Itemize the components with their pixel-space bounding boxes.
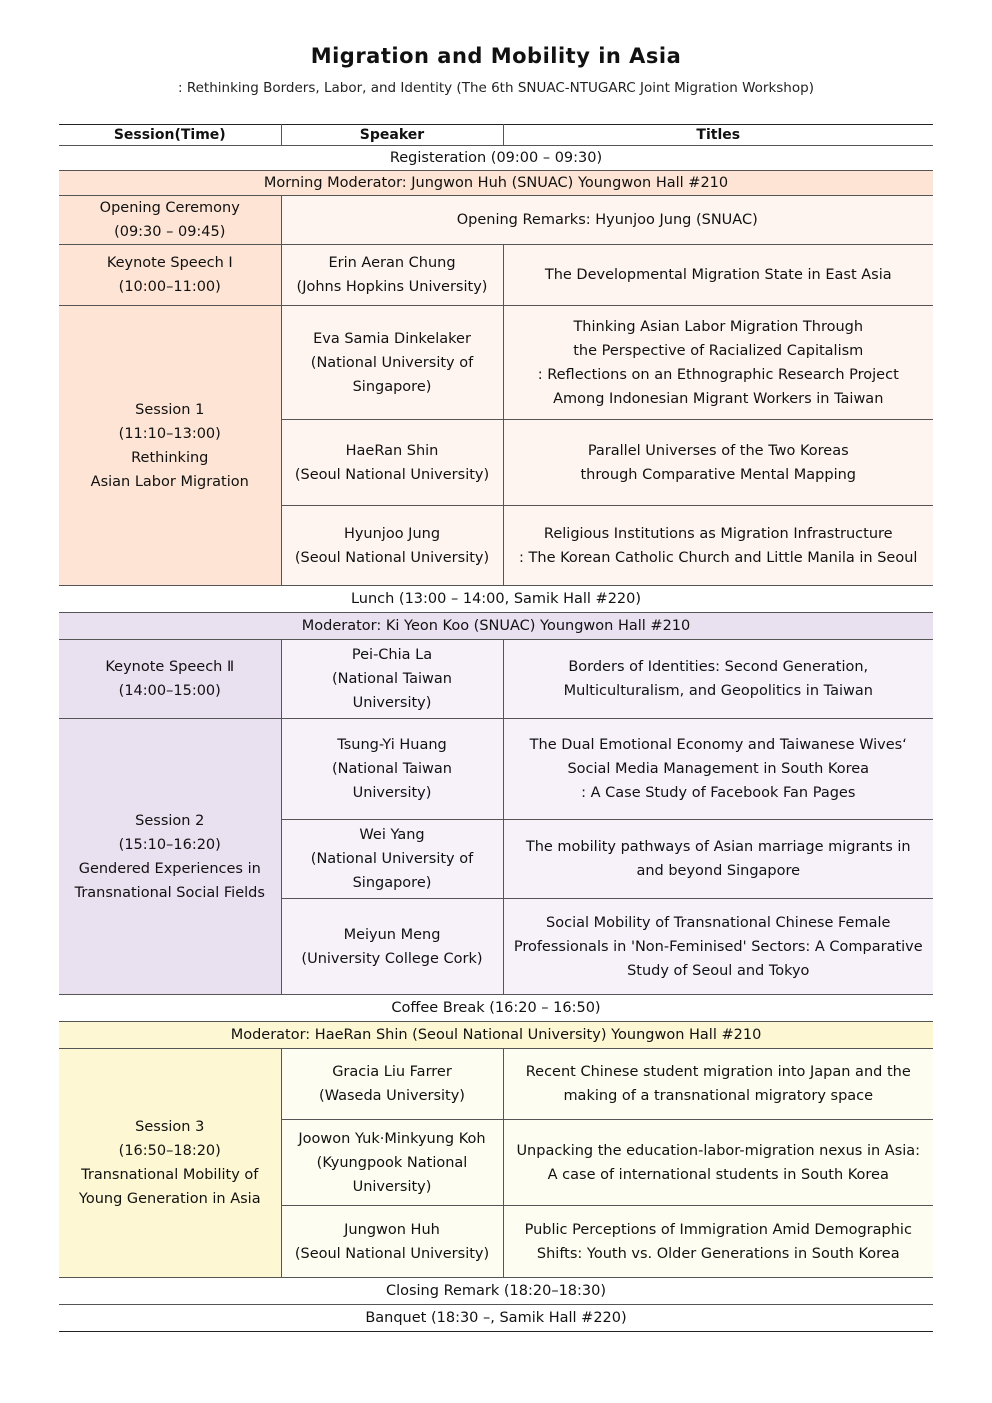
- keynote1-speaker-cell: [281, 245, 503, 306]
- opening-session-cell: [59, 196, 281, 245]
- session3-talk1-speaker: [281, 1049, 503, 1120]
- text-line: A case of international students in South Korea: [547, 1166, 889, 1183]
- text-line: Social Mobility of Transnational Chinese Female: [546, 914, 891, 931]
- text-line: the Perspective of Racialized Capitalism: [573, 342, 864, 359]
- session1-talk2-title: [503, 420, 933, 506]
- afternoon-moderator-row: Moderator: Ki Yeon Koo (SNUAC) Youngwon Hall #210: [59, 613, 933, 640]
- text-line: University): [352, 785, 432, 801]
- text-line: Singapore): [352, 875, 432, 891]
- text-line: (15:10–16:20): [118, 836, 221, 853]
- text-line: Rethinking: [131, 449, 209, 466]
- morning-moderator-row: Morning Moderator: Jungwon Huh (SNUAC) Youngwon Hall #210: [59, 171, 933, 196]
- page-subtitle: : Rethinking Borders, Labor, and Identity (The 6th SNUAC-NTUGARC Joint Migration Workshop): [178, 80, 814, 96]
- text-line: (National University of: [310, 354, 474, 371]
- session1-talk3-title: [503, 506, 933, 586]
- text-line: Young Generation in Asia: [78, 1191, 261, 1207]
- text-line: Public Perceptions of Immigration Amid Demographic: [524, 1221, 912, 1238]
- text-line: (14:00–15:00): [118, 683, 221, 699]
- session3-talk3-title: [503, 1206, 933, 1278]
- text-line: : Reflections on an Ethnographic Research Project: [537, 366, 899, 383]
- text-line: The mobility pathways of Asian marriage migrants in: [525, 839, 911, 855]
- session1-session-cell: [59, 306, 281, 586]
- closing-row: Closing Remark (18:20–18:30): [59, 1278, 933, 1305]
- session1-talk1-title: [503, 306, 933, 420]
- text-line: (National Taiwan: [332, 761, 452, 777]
- text-line: Gracia Liu Farrer: [332, 1064, 452, 1080]
- text-line: University): [352, 1178, 432, 1195]
- text-line: (Seoul National University): [294, 466, 490, 483]
- header-speaker: Speaker: [281, 125, 503, 146]
- session2-talk3-speaker: [281, 899, 503, 995]
- text-line: (National Taiwan: [332, 671, 452, 687]
- text-line: Pei-Chia La: [351, 647, 433, 663]
- text-line: (Seoul National University): [294, 1245, 490, 1262]
- text-line: University): [352, 695, 432, 711]
- lunch-row: Lunch (13:00 – 14:00, Samik Hall #220): [59, 586, 933, 613]
- text-line: (University College Cork): [301, 950, 483, 967]
- session1-talk2-speaker: [281, 420, 503, 506]
- text-line: Keynote Speech Ⅰ: [106, 255, 233, 271]
- text-line: Opening Ceremony: [99, 200, 240, 216]
- session3-talk2-title: [503, 1120, 933, 1206]
- page-title: Migration and Mobility in Asia: [310, 44, 682, 68]
- text-line: The Dual Emotional Economy and Taiwanese Wives‘: [529, 737, 907, 753]
- text-line: Session 3: [135, 1119, 205, 1135]
- text-line: Jungwon Huh: [344, 1221, 440, 1238]
- session2-talk2-title: [503, 820, 933, 899]
- text-line: Hyunjoo Jung: [343, 525, 441, 542]
- banquet-row: Banquet (18:30 –, Samik Hall #220): [59, 1305, 933, 1332]
- text-line: Parallel Universes of the Two Koreas: [587, 442, 849, 459]
- text-line: (11:10–13:00): [118, 425, 221, 442]
- registration-row: Registeration (09:00 – 09:30): [59, 146, 933, 171]
- program-table: [59, 124, 933, 1332]
- keynote1-session-cell: [59, 245, 281, 306]
- text-line: (Johns Hopkins University): [296, 279, 488, 295]
- text-line: (10:00–11:00): [118, 279, 221, 295]
- coffee-row: Coffee Break (16:20 – 16:50): [59, 995, 933, 1022]
- text-line: Session 2: [135, 812, 205, 829]
- text-line: and beyond Singapore: [636, 863, 801, 879]
- text-line: Asian Labor Migration: [90, 473, 249, 490]
- text-line: Tsung-Yi Huang: [337, 737, 447, 753]
- text-line: Eva Samia Dinkelaker: [313, 330, 471, 347]
- header-session: Session(Time): [59, 125, 281, 146]
- session3-session-cell: [59, 1049, 281, 1278]
- text-line: Keynote Speech Ⅱ: [105, 659, 235, 675]
- text-line: Social Media Management in South Korea: [567, 761, 870, 777]
- text-line: Borders of Identities: Second Generation,: [568, 659, 869, 675]
- text-line: (Seoul National University): [294, 549, 490, 566]
- text-line: Transnational Mobility of: [81, 1167, 259, 1183]
- text-line: Among Indonesian Migrant Workers in Taiwan: [553, 390, 884, 407]
- session1-talk1-speaker: [281, 306, 503, 420]
- text-line: through Comparative Mental Mapping: [580, 466, 857, 483]
- keynote2-session-cell: [59, 640, 281, 719]
- session2-talk1-speaker: [281, 719, 503, 820]
- session1-talk3-speaker: [281, 506, 503, 586]
- session3-talk1-title: [503, 1049, 933, 1120]
- header-titles: Titles: [503, 125, 933, 146]
- session2-talk3-title: [503, 899, 933, 995]
- text-line: : A Case Study of Facebook Fan Pages: [581, 785, 856, 801]
- keynote2-speaker-cell: [281, 640, 503, 719]
- text-line: Unpacking the education-labor-migration nexus in Asia:: [516, 1142, 921, 1159]
- text-line: making of a transnational migratory space: [563, 1088, 874, 1104]
- text-line: Professionals in 'Non-Feminised' Sectors: A Comparative: [513, 938, 923, 955]
- text-line: : The Korean Catholic Church and Little Manila in Seoul: [519, 549, 918, 566]
- opening-remarks-cell: Opening Remarks: Hyunjoo Jung (SNUAC): [281, 196, 933, 245]
- text-line: Meiyun Meng: [343, 926, 441, 943]
- text-line: Session 1: [135, 401, 205, 418]
- text-line: Thinking Asian Labor Migration Through: [573, 318, 864, 335]
- session2-session-cell: [59, 719, 281, 995]
- text-line: Recent Chinese student migration into Japan and the: [525, 1064, 911, 1080]
- text-line: Joowon Yuk·Minkyung Koh: [298, 1130, 486, 1147]
- session3-talk3-speaker: [281, 1206, 503, 1278]
- text-line: (Kyungpook National: [316, 1154, 468, 1171]
- session3-talk2-speaker: [281, 1120, 503, 1206]
- session2-talk1-title: [503, 719, 933, 820]
- text-line: Wei Yang: [359, 827, 425, 843]
- text-line: Transnational Social Fields: [74, 884, 265, 901]
- evening-moderator-row: Moderator: HaeRan Shin (Seoul National University) Youngwon Hall #210: [59, 1022, 933, 1049]
- text-line: Shifts: Youth vs. Older Generations in South Korea: [536, 1245, 900, 1262]
- text-line: The Developmental Migration State in East Asia: [544, 267, 892, 283]
- text-line: Multiculturalism, and Geopolitics in Taiwan: [563, 683, 873, 699]
- text-line: HaeRan Shin: [345, 442, 439, 459]
- text-line: Singapore): [352, 378, 432, 395]
- keynote2-title-cell: [503, 640, 933, 719]
- text-line: Erin Aeran Chung: [328, 255, 456, 271]
- text-line: (16:50–18:20): [118, 1143, 221, 1159]
- text-line: (09:30 – 09:45): [114, 224, 226, 240]
- text-line: Gendered Experiences in: [78, 860, 261, 877]
- keynote1-title-cell: [503, 245, 933, 306]
- text-line: Study of Seoul and Tokyo: [627, 962, 810, 979]
- text-line: (Waseda University): [319, 1088, 465, 1104]
- text-line: Religious Institutions as Migration Infrastructure: [543, 525, 893, 542]
- header-row: [59, 125, 933, 146]
- session2-talk2-speaker: [281, 820, 503, 899]
- text-line: (National University of: [310, 851, 474, 867]
